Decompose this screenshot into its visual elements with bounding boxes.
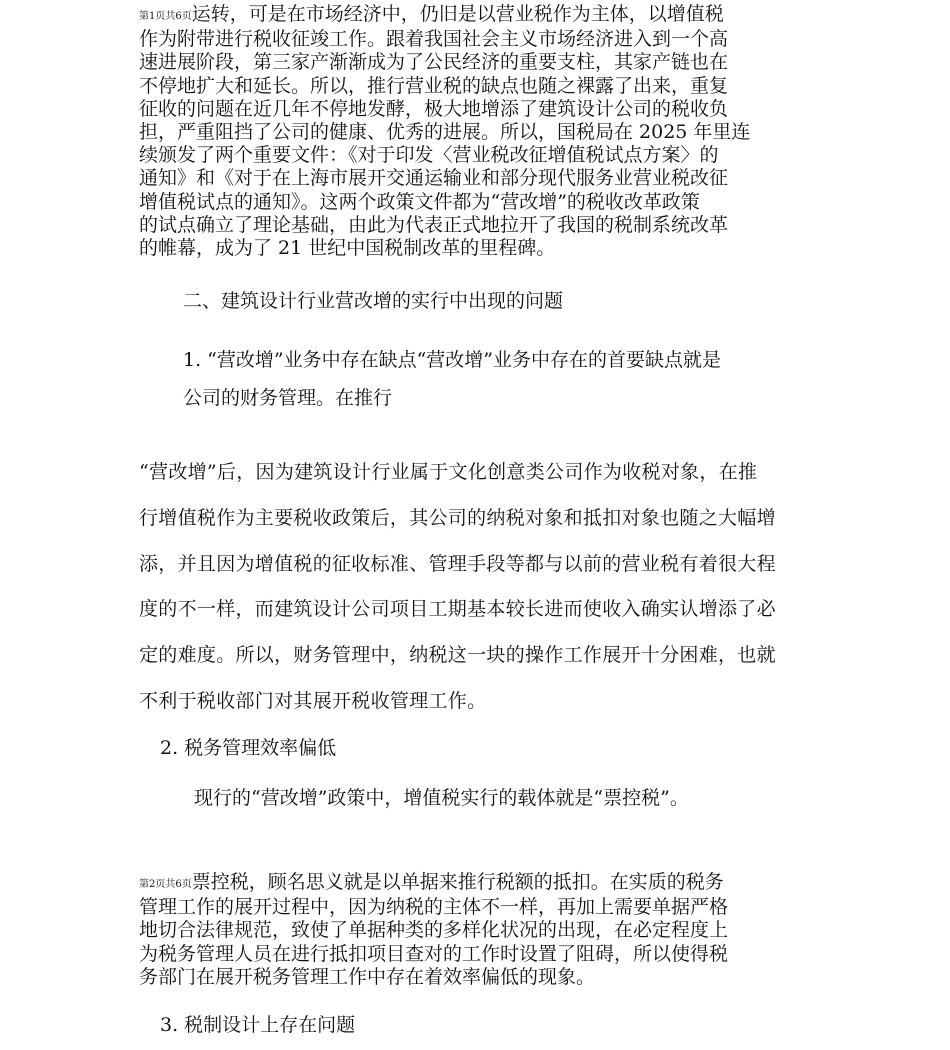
page-number-label: 第2页共6页 xyxy=(139,879,192,890)
paragraph-intro xyxy=(139,3,779,260)
paragraph-line: 担，严重阻挡了公司的健康、优秀的进展。所以，国税局在 2025 年里连 xyxy=(139,121,751,144)
paragraph-line: 速进展阶段，第三家产渐渐成为了公民经济的重要支柱，其家产链也在 xyxy=(139,51,729,74)
list-item-2-heading: 2. 税务管理效率偏低 xyxy=(160,737,337,759)
paragraph-line: 添，并且因为增值税的征收标准、管理手段等都与以前的营业税有着很大程 xyxy=(139,552,776,575)
paragraph-line: 的试点确立了理论基础，由此为代表正式地拉开了我国的税制系统改革 xyxy=(139,213,729,236)
paragraph-line: 定的难度。所以，财务管理中，纳税这一块的操作工作展开十分困难，也就 xyxy=(139,644,776,667)
paragraph-line: 不利于税收部门对其展开税收管理工作。 xyxy=(139,689,487,712)
paragraph-line: 第1页共6页运转，可是在市场经济中，仍旧是以营业税作为主体，以增值税 xyxy=(139,3,724,25)
list-item-1 xyxy=(183,341,823,417)
list-item-3-heading: 3. 税制设计上存在问题 xyxy=(160,1014,356,1036)
paragraph-line: 征收的问题在近几年不停地发酵，极大地增添了建筑设计公司的税收负 xyxy=(139,97,729,120)
paragraph-page2 xyxy=(139,871,779,989)
list-item-line: 公司的财务管理。在推行 xyxy=(183,387,393,409)
paragraph-line: 续颁发了两个重要文件：《对于印发〈营业税改征增值税试点方案〉的 xyxy=(139,144,719,167)
paragraph-line: 增值税试点的通知》。这两个政策文件都为“营改增”的税收改革政策 xyxy=(139,190,700,213)
paragraph-line: “营改增”后，因为建筑设计行业属于文化创意类公司作为收税对象，在推 xyxy=(139,461,758,483)
paragraph-line: 作为附带进行税收征竣工作。跟着我国社会主义市场经济进入到一个高 xyxy=(139,28,729,51)
paragraph-line: 不停地扩大和延长。所以，推行营业税的缺点也随之裸露了出来，重复 xyxy=(139,74,729,97)
paragraph-note: 现行的“营改增”政策中，增值税实行的载体就是“票控税”。 xyxy=(194,787,689,809)
paragraph-line: 的帷幕，成为了 21 世纪中国税制改革的里程碑。 xyxy=(139,237,556,260)
paragraph-line: 管理工作的展开过程中，因为纳税的主体不一样，再加上需要单据严格 xyxy=(139,896,729,919)
section-heading: 二、建筑设计行业营改增的实行中出现的问题 xyxy=(183,290,564,312)
paragraph-line: 地切合法律规范，致使了单据种类的多样化状况的出现，在必定程度上 xyxy=(139,919,729,942)
paragraph-line: 行增值税作为主要税收政策后，其公司的纳税对象和抵扣对象也随之大幅增 xyxy=(139,506,776,529)
page-number-label: 第1页共6页 xyxy=(139,11,192,22)
paragraph-line: 度的不一样，而建筑设计公司项目工期基本较长进而使收入确实认增添了必 xyxy=(139,598,776,621)
paragraph-item1-body xyxy=(139,450,829,725)
list-item-line: 1. “营改增”业务中存在缺点“营改增”业务中存在的首要缺点就是 xyxy=(183,349,722,371)
paragraph-line: 为税务管理人员在进行抵扣项目查对的工作时设置了阻碍，所以使得税 xyxy=(139,942,729,965)
paragraph-line: 务部门在展开税务管理工作中存在着效率偏低的现象。 xyxy=(139,965,596,988)
paragraph-line: 通知》和《对于在上海市展开交通运输业和部分现代服务业营业税改征 xyxy=(139,167,729,190)
paragraph-line: 第2页共6页票控税，顾名思义就是以单据来推行税额的抵扣。在实质的税务 xyxy=(139,871,724,893)
